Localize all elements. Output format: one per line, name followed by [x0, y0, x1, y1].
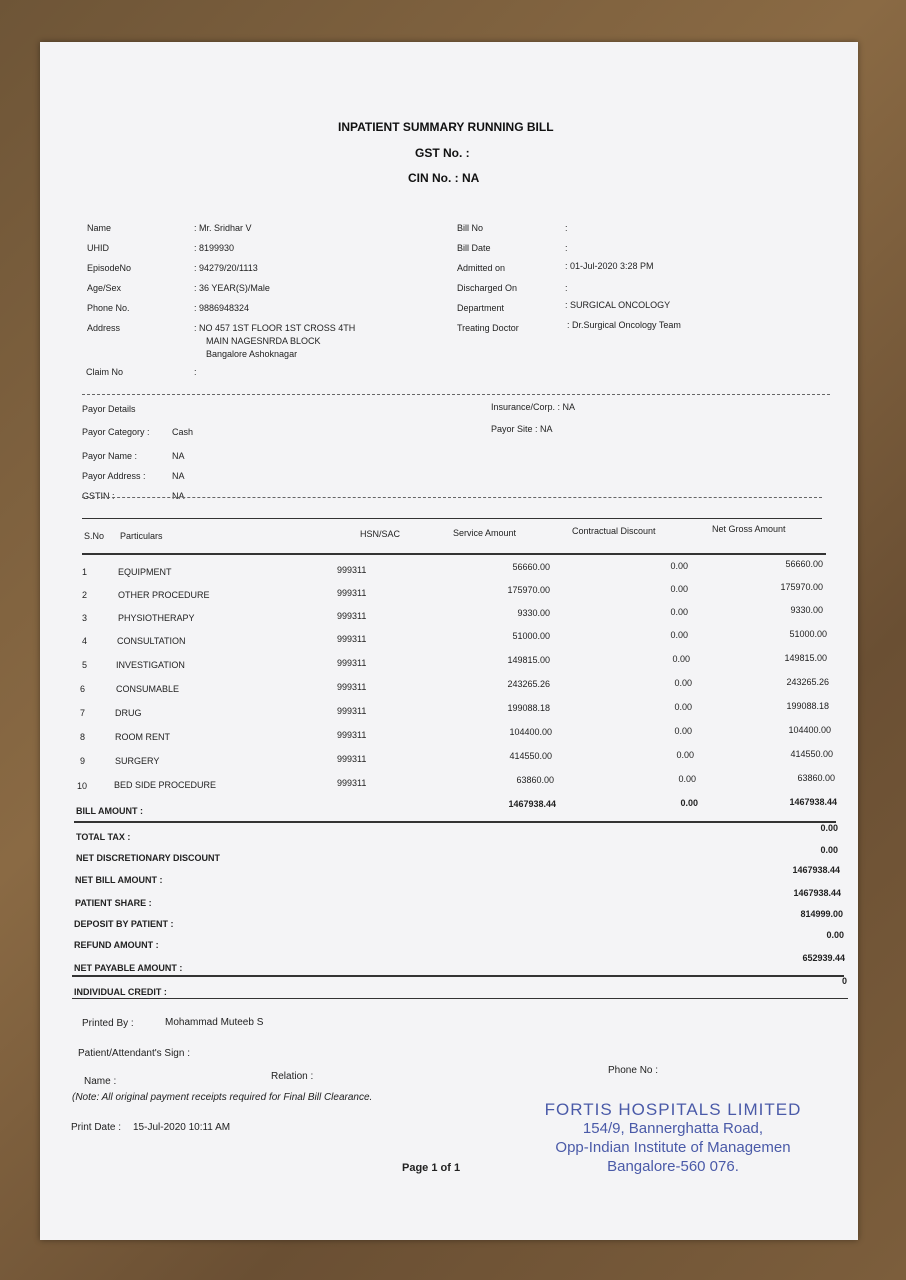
agesex-label: Age/Sex	[87, 283, 122, 293]
bill-title: INPATIENT SUMMARY RUNNING BILL	[338, 120, 554, 134]
row-sno: 8	[80, 732, 86, 742]
row-particular: EQUIPMENT	[118, 567, 172, 577]
payor-name-label: Payor Name :	[82, 451, 138, 461]
net-payable-amount-value: 652939.44	[802, 953, 845, 963]
row-discount: 0.00	[674, 678, 692, 688]
refund-amount-value: 0.00	[826, 930, 844, 940]
billdate-value: :	[565, 243, 568, 253]
row-hsn: 999311	[337, 730, 367, 740]
row-discount: 0.00	[672, 654, 690, 664]
address-line1: : NO 457 1ST FLOOR 1ST CROSS 4TH	[194, 323, 356, 333]
header-contractual-discount: Contractual Discount	[572, 526, 656, 536]
stamp-line2: 154/9, Bannerghatta Road,	[582, 1120, 764, 1137]
individual-credit-value: 0	[841, 976, 847, 986]
address-line3: Bangalore Ashoknagar	[206, 349, 298, 359]
patient-share-value: 1467938.44	[793, 888, 841, 898]
header-particulars: Particulars	[120, 531, 163, 541]
payor-site: Payor Site : NA	[491, 424, 553, 434]
row-discount: 0.00	[674, 702, 692, 712]
row-service-amount: 414550.00	[509, 751, 552, 761]
name-value: : Mr. Sridhar V	[194, 223, 252, 233]
row-service-amount: 51000.00	[512, 631, 550, 641]
printed-by-label: Printed By :	[82, 1018, 134, 1029]
row-net-gross: 149815.00	[784, 653, 827, 663]
episode-label: EpisodeNo	[87, 263, 132, 273]
sign-label: Patient/Attendant's Sign :	[78, 1048, 190, 1059]
bill-amount-discount: 0.00	[680, 798, 698, 808]
net-bill-amount-label: NET BILL AMOUNT :	[75, 875, 163, 885]
header-rule	[82, 553, 826, 555]
row-hsn: 999311	[337, 634, 367, 644]
row-discount: 0.00	[670, 584, 688, 594]
gst-number: GST No. :	[415, 146, 470, 160]
row-sno: 4	[82, 636, 88, 646]
bill-paper	[40, 42, 858, 1240]
stamp-line4: Bangalore-560 076.	[607, 1158, 739, 1175]
row-sno: 7	[80, 708, 86, 718]
billdate-label: Bill Date	[457, 243, 491, 253]
row-hsn: 999311	[337, 682, 367, 692]
row-sno: 10	[77, 781, 88, 791]
row-hsn: 999311	[337, 588, 367, 598]
phone-value: : 9886948324	[194, 303, 250, 313]
discretionary-discount-value: 0.00	[820, 845, 838, 855]
episode-value: : 94279/20/1113	[194, 263, 258, 273]
row-net-gross: 175970.00	[780, 582, 823, 592]
row-particular: INVESTIGATION	[116, 660, 185, 670]
department-label: Department	[457, 303, 505, 313]
row-discount: 0.00	[674, 726, 692, 736]
row-discount: 0.00	[676, 750, 694, 760]
divider	[82, 394, 830, 395]
header-service-amount: Service Amount	[453, 528, 517, 538]
payor-address-value: NA	[172, 471, 185, 481]
doctor-label: Treating Doctor	[457, 323, 519, 333]
billno-value: :	[565, 223, 568, 233]
row-sno: 2	[82, 590, 88, 600]
net-bill-amount-value: 1467938.44	[792, 865, 840, 875]
row-sno: 9	[80, 756, 86, 766]
row-discount: 0.00	[670, 630, 688, 640]
individual-credit-label: INDIVIDUAL CREDIT :	[74, 987, 167, 997]
row-service-amount: 175970.00	[507, 585, 550, 595]
row-net-gross: 243265.26	[786, 677, 829, 687]
row-particular: CONSUMABLE	[116, 684, 180, 694]
payor-address-label: Payor Address :	[82, 471, 146, 481]
address-label: Address	[87, 323, 121, 333]
agesex-value: : 36 YEAR(S)/Male	[194, 283, 270, 293]
row-hsn: 999311	[337, 778, 367, 788]
discharged-label: Discharged On	[457, 283, 518, 293]
bill-amount-net: 1467938.44	[789, 797, 837, 807]
name-sign-label: Name :	[84, 1076, 117, 1087]
deposit-by-patient-value: 814999.00	[800, 909, 843, 919]
row-particular: OTHER PROCEDURE	[118, 590, 210, 600]
row-service-amount: 149815.00	[507, 655, 550, 665]
row-hsn: 999311	[337, 754, 367, 764]
hospital-stamp	[528, 1100, 818, 1176]
name-label: Name	[87, 223, 112, 233]
net-payable-rule	[72, 975, 844, 977]
row-service-amount: 56660.00	[512, 562, 550, 572]
address-line2: MAIN NAGESNRDA BLOCK	[206, 336, 321, 346]
row-service-amount: 63860.00	[516, 775, 554, 785]
row-particular: ROOM RENT	[115, 732, 170, 742]
claim-label: Claim No	[86, 367, 124, 377]
note-text: (Note: All original payment receipts required for Final Bill Clearance.	[72, 1092, 373, 1103]
payor-category-label: Payor Category :	[82, 427, 150, 437]
row-service-amount: 243265.26	[507, 679, 550, 689]
row-net-gross: 9330.00	[790, 605, 823, 615]
row-service-amount: 199088.18	[507, 703, 550, 713]
payor-category-value: Cash	[172, 427, 194, 437]
uhid-label: UHID	[87, 243, 109, 253]
row-hsn: 999311	[337, 658, 367, 668]
bill-amount-service: 1467938.44	[508, 799, 556, 809]
row-sno: 6	[80, 684, 86, 694]
attendant-phone-label: Phone No :	[608, 1065, 659, 1076]
row-net-gross: 56660.00	[785, 559, 823, 569]
insurance-corp: Insurance/Corp. : NA	[491, 402, 576, 412]
total-tax-label: TOTAL TAX :	[76, 832, 131, 842]
row-particular: PHYSIOTHERAPY	[118, 613, 195, 623]
gstin-value: NA	[172, 491, 185, 501]
printed-by-value: Mohammad Muteeb S	[165, 1017, 264, 1028]
table-top-rule	[82, 518, 822, 519]
header-net-gross: Net Gross Amount	[712, 524, 786, 534]
row-particular: BED SIDE PROCEDURE	[114, 780, 217, 790]
individual-credit-rule	[72, 998, 848, 999]
row-sno: 5	[82, 660, 88, 670]
stamp-line1: FORTIS HOSPITALS LIMITED	[544, 1100, 802, 1119]
doctor-value: : Dr.Surgical Oncology Team	[567, 320, 681, 330]
uhid-value: : 8199930	[194, 243, 235, 253]
billno-label: Bill No	[457, 223, 484, 233]
print-date-value: 15-Jul-2020 10:11 AM	[133, 1122, 231, 1133]
claim-value: :	[194, 367, 197, 377]
relation-label: Relation :	[271, 1071, 314, 1082]
row-particular: CONSULTATION	[117, 636, 186, 646]
stamp-line3: Opp-Indian Institute of Managemen	[555, 1139, 791, 1156]
row-discount: 0.00	[670, 561, 688, 571]
total-tax-value: 0.00	[820, 823, 838, 833]
bill-amount-rule	[74, 821, 836, 823]
row-particular: SURGERY	[115, 756, 160, 766]
payor-name-value: NA	[172, 451, 185, 461]
payor-details-label: Payor Details	[82, 404, 136, 414]
admitted-value: : 01-Jul-2020 3:28 PM	[565, 261, 654, 271]
cin-number: CIN No. : NA	[408, 171, 480, 185]
row-net-gross: 104400.00	[788, 725, 831, 735]
row-service-amount: 104400.00	[509, 727, 552, 737]
row-net-gross: 199088.18	[786, 701, 829, 711]
phone-label: Phone No.	[87, 303, 130, 313]
discharged-value: :	[565, 283, 568, 293]
row-hsn: 999311	[337, 706, 367, 716]
header-sno: S.No	[84, 531, 105, 541]
row-service-amount: 9330.00	[517, 608, 550, 618]
row-particular: DRUG	[115, 708, 142, 718]
divider	[82, 497, 822, 498]
gstin-label: GSTIN :	[82, 491, 115, 501]
admitted-label: Admitted on	[457, 263, 506, 273]
row-net-gross: 51000.00	[789, 629, 827, 639]
row-net-gross: 63860.00	[797, 773, 835, 783]
department-value: : SURGICAL ONCOLOGY	[565, 300, 671, 310]
row-net-gross: 414550.00	[790, 749, 833, 759]
patient-share-label: PATIENT SHARE :	[75, 898, 152, 908]
row-sno: 1	[82, 567, 88, 577]
refund-amount-label: REFUND AMOUNT :	[74, 940, 159, 950]
row-discount: 0.00	[670, 607, 688, 617]
discretionary-discount-label: NET DISCRETIONARY DISCOUNT	[76, 853, 221, 863]
row-sno: 3	[82, 613, 88, 623]
header-hsn: HSN/SAC	[360, 529, 401, 539]
row-hsn: 999311	[337, 565, 367, 575]
print-date-label: Print Date :	[71, 1122, 122, 1133]
net-payable-amount-label: NET PAYABLE AMOUNT :	[74, 963, 183, 973]
deposit-by-patient-label: DEPOSIT BY PATIENT :	[74, 919, 174, 929]
page-number: Page 1 of 1	[402, 1162, 461, 1174]
bill-amount-label: BILL AMOUNT :	[76, 806, 143, 816]
row-discount: 0.00	[678, 774, 696, 784]
row-hsn: 999311	[337, 611, 367, 621]
